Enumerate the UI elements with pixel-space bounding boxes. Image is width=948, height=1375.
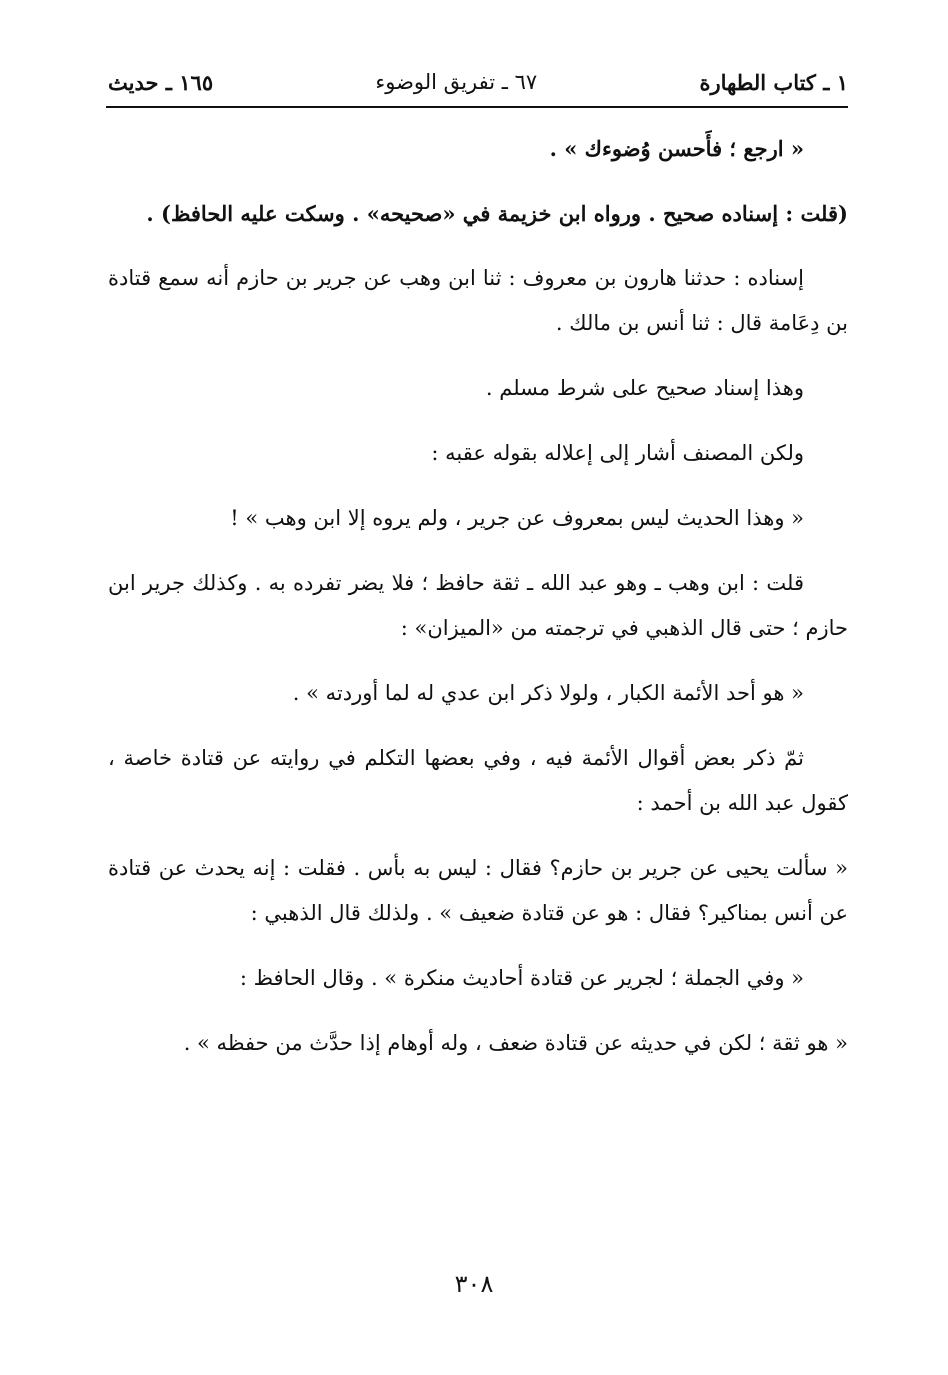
paragraph: وهذا إسناد صحيح على شرط مسلم . [485, 376, 804, 400]
header-hadith-number: ١٦٥ ـ حديث [108, 69, 214, 95]
paragraph: قلت : ابن وهب ـ وهو عبد الله ـ ثقة حافظ ؛ فلا يضر تفرده به . وكذلك جرير ابن حازم ؛ حتى قال الذهبي في ترجمته من «الميزان» : [108, 571, 848, 640]
paragraph-isnad: إسناده : حدثنا هارون بن معروف : ثنا ابن وهب عن جرير بن حازم أنه سمع قتادة بن دِعَامة قال : ثنا أنس بن مالك . [108, 266, 848, 335]
paragraph-quote: « سألت يحيى عن جرير بن حازم؟ فقال : ليس به بأس . فقلت : إنه يحدث عن قتادة عن أنس بمناكير؟ فقال : هو عن قتادة ضعيف » . ولذلك قال الذهبي : [108, 856, 848, 925]
paragraph-quote: « ارجع ؛ فأَحسن وُضوءك » . [549, 136, 804, 161]
paragraph: ولكن المصنف أشار إلى إعلاله بقوله عقبه : [431, 441, 804, 465]
paragraph-quote: « وفي الجملة ؛ لجرير عن قتادة أحاديث منكرة » . وقال الحافظ : [239, 966, 804, 990]
running-header [108, 62, 848, 102]
page-body [108, 126, 848, 1086]
paragraph-quote: « هو أحد الأئمة الكبار ، ولولا ذكر ابن عدي له لما أوردته » . [292, 681, 804, 705]
header-chapter: ١ ـ كتاب الطهارة [699, 69, 848, 95]
paragraph: ثمّ ذكر بعض أقوال الأئمة فيه ، وفي بعضها التكلم في روايته عن قتادة خاصة ، كقول عبد الله بن أحمد : [108, 746, 848, 815]
header-rule [106, 106, 848, 108]
paragraph-quote: « وهذا الحديث ليس بمعروف عن جرير ، ولم يروه إلا ابن وهب » ! [230, 506, 804, 530]
paragraph-verdict: (قلت : إسناده صحيح . ورواه ابن خزيمة في «صحيحه» . وسكت عليه الحافظ) . [146, 201, 848, 226]
page-number: ٣٠٨ [454, 1270, 494, 1298]
paragraph-quote: « هو ثقة ؛ لكن في حديثه عن قتادة ضعف ، وله أوهام إذا حدَّث من حفظه » . [183, 1031, 848, 1055]
header-section: ٦٧ ـ تفريق الوضوء [375, 70, 538, 94]
